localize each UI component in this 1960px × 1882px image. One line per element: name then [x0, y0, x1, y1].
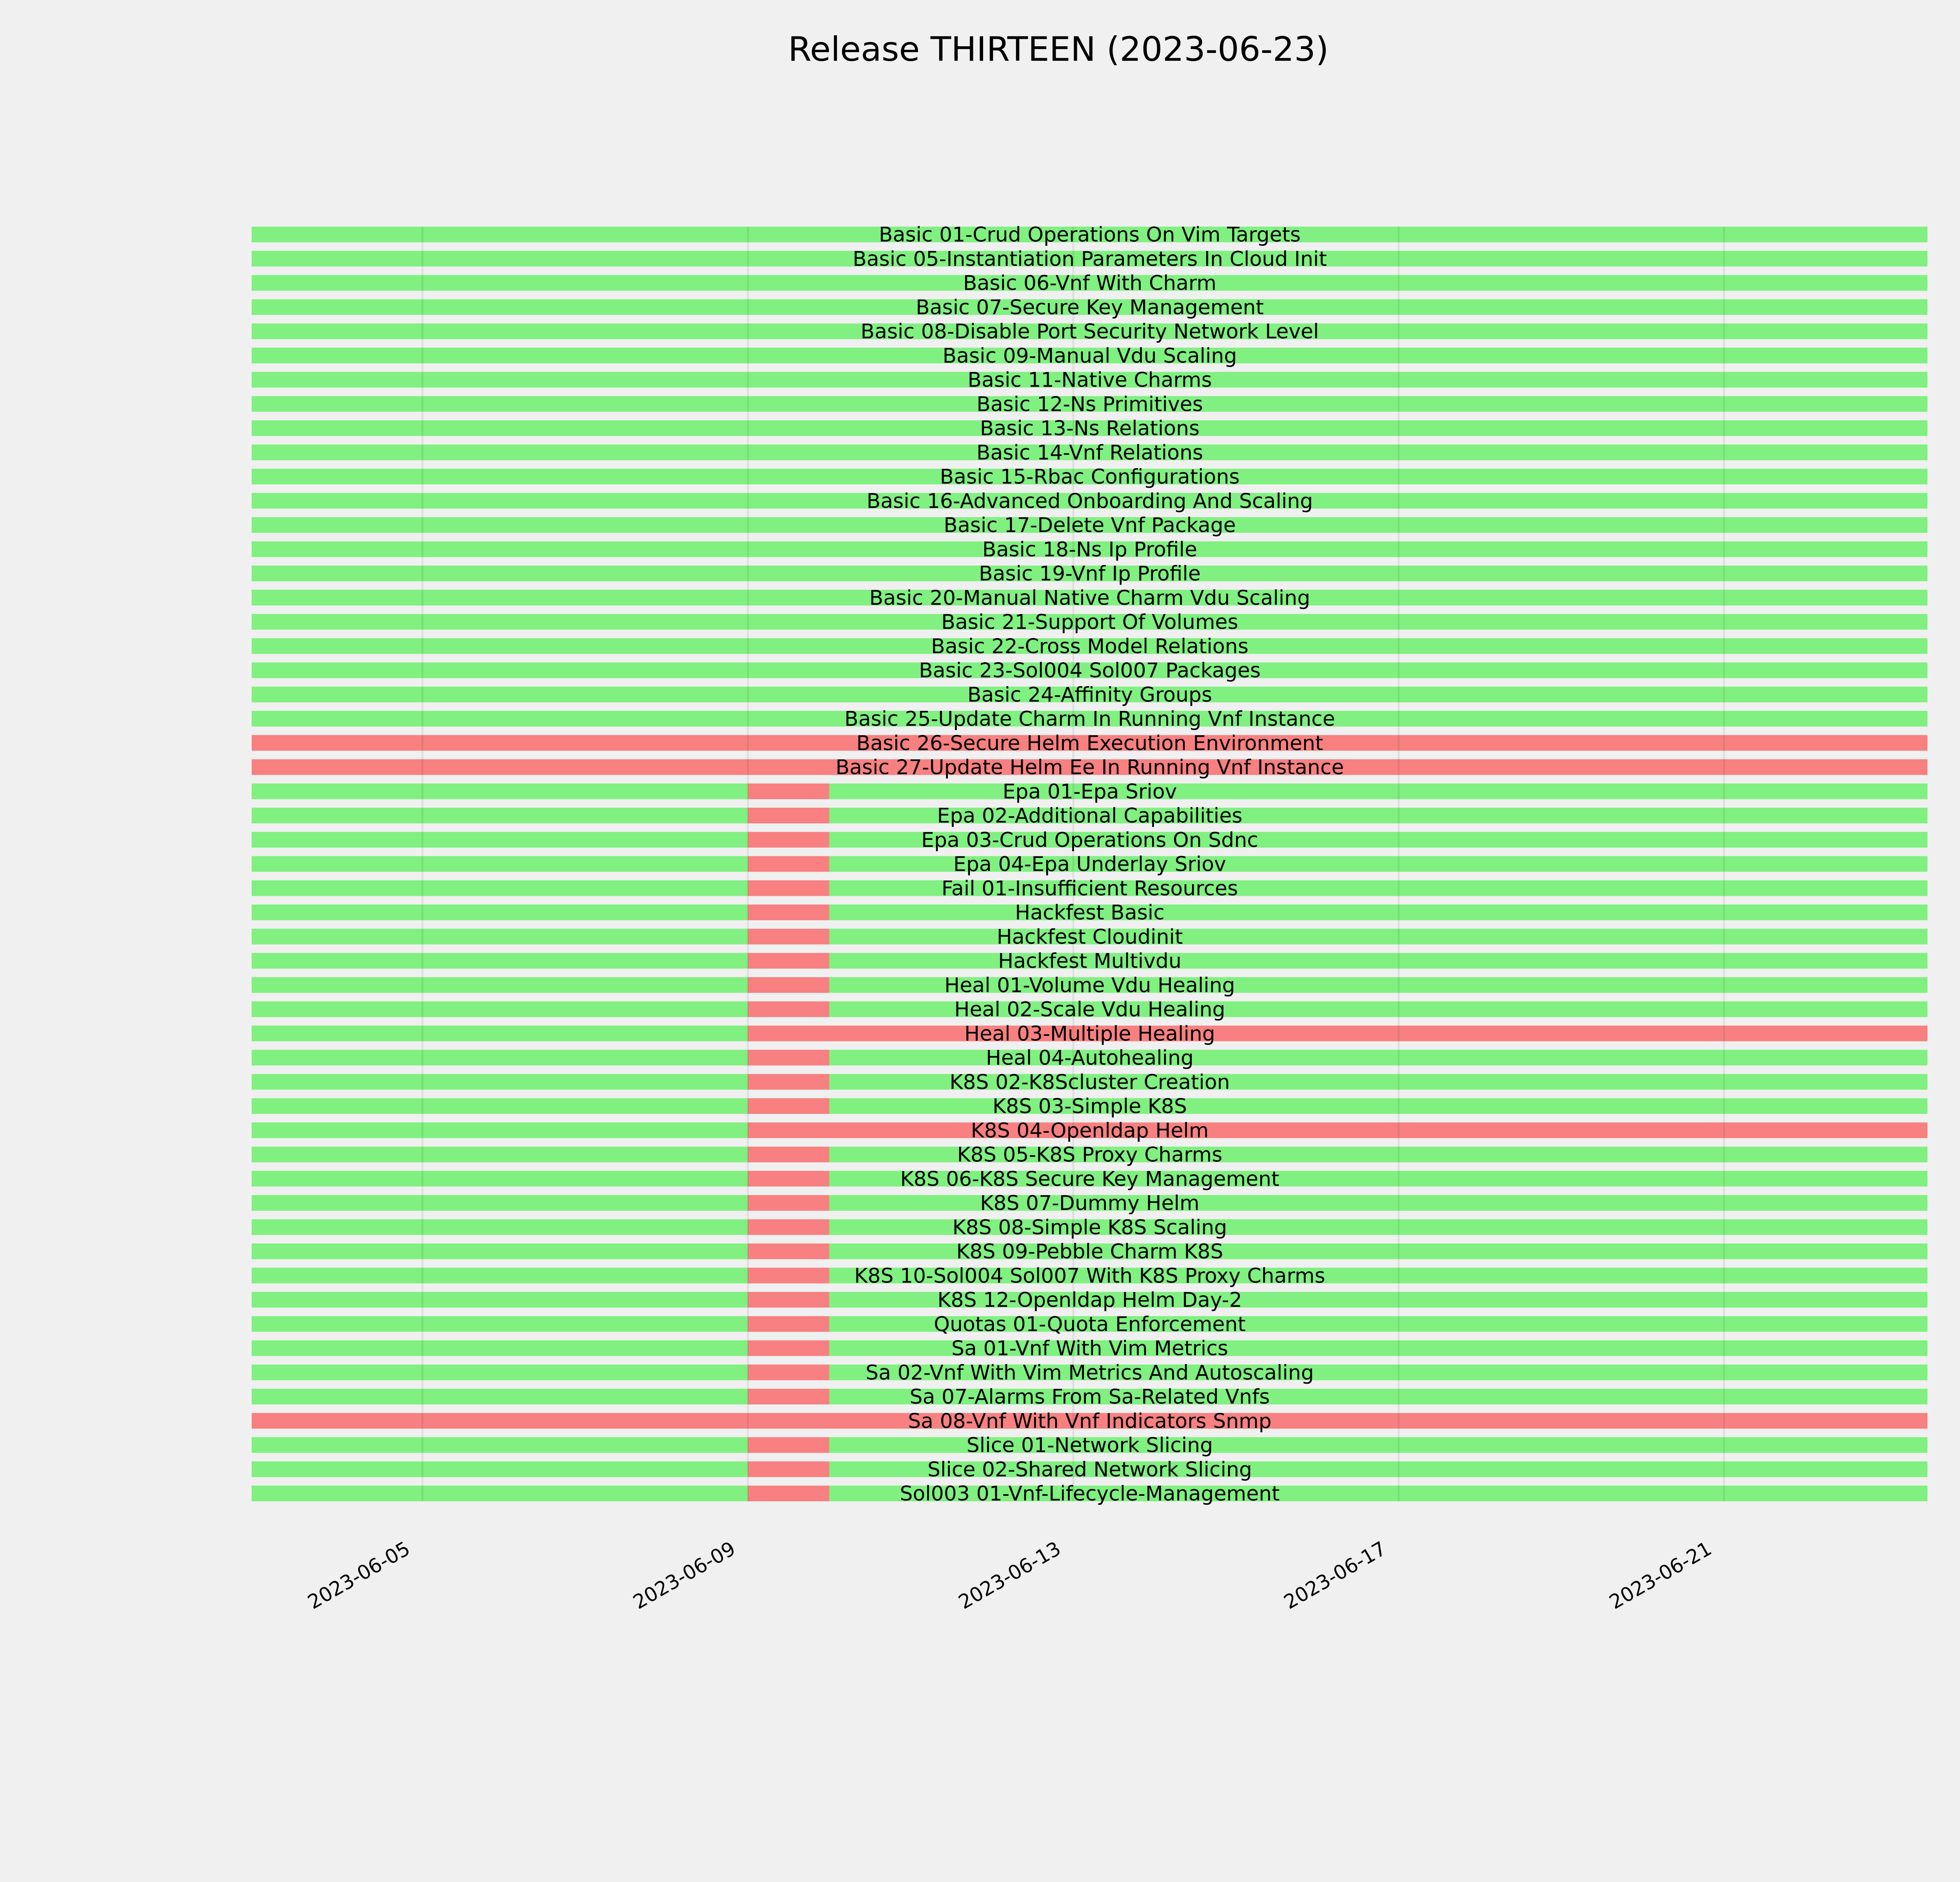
- status-bar-pass: [829, 929, 1927, 945]
- status-bar-pass: [252, 953, 748, 969]
- test-name-label: Epa 03-Crud Operations On Sdnc: [921, 828, 1258, 852]
- status-bar-fail: [748, 1074, 829, 1090]
- status-bar-pass: [252, 929, 748, 945]
- status-bar-fail: [748, 1147, 829, 1163]
- status-bar-pass: [252, 1437, 748, 1453]
- status-bar-pass: [252, 1074, 748, 1090]
- status-bar-fail: [748, 783, 829, 799]
- status-bar-fail: [748, 1316, 829, 1332]
- status-bar-pass: [252, 1316, 748, 1332]
- status-bar-pass: [252, 1219, 748, 1235]
- test-name-label: Epa 02-Additional Capabilities: [937, 804, 1243, 828]
- status-bar-pass: [252, 1292, 748, 1308]
- status-bar-pass: [252, 1364, 748, 1380]
- status-bar-fail: [748, 832, 829, 848]
- test-name-label: Basic 12-Ns Primitives: [976, 392, 1203, 416]
- status-bar-fail: [748, 1389, 829, 1404]
- status-bar-pass: [252, 808, 748, 823]
- status-bar-fail: [748, 905, 829, 920]
- test-name-label: Slice 01-Network Slicing: [966, 1433, 1213, 1457]
- test-name-label: Heal 04-Autohealing: [985, 1046, 1194, 1070]
- status-bar-pass: [829, 783, 1927, 799]
- chart-title: Release THIRTEEN (2023-06-23): [788, 30, 1329, 69]
- status-bar-pass: [252, 1486, 748, 1501]
- test-name-label: Basic 22-Cross Model Relations: [931, 634, 1249, 658]
- test-name-label: Basic 13-Ns Relations: [980, 417, 1200, 440]
- test-name-label: Basic 06-Vnf With Charm: [963, 271, 1217, 295]
- x-tick-label: 2023-06-05: [304, 1537, 414, 1614]
- status-bar-pass: [252, 977, 748, 993]
- status-bar-fail: [748, 1123, 1927, 1138]
- test-name-label: Sa 07-Alarms From Sa-Related Vnfs: [909, 1385, 1270, 1409]
- test-name-label: K8S 03-Simple K8S: [993, 1095, 1187, 1118]
- test-name-label: Sol003 01-Vnf-Lifecycle-Management: [900, 1482, 1280, 1506]
- status-bar-fail: [748, 880, 829, 896]
- status-bar-fail: [748, 1098, 829, 1114]
- test-name-label: K8S 04-Openldap Helm: [971, 1119, 1209, 1143]
- test-name-label: Epa 04-Epa Underlay Sriov: [953, 852, 1226, 876]
- test-name-label: Basic 25-Update Charm In Running Vnf Instance: [844, 707, 1335, 731]
- status-bar-pass: [252, 1389, 748, 1404]
- status-bar-fail: [748, 1244, 829, 1259]
- test-name-label: Heal 01-Volume Vdu Healing: [944, 974, 1235, 997]
- status-bar-fail: [748, 1026, 1927, 1041]
- status-bar-fail: [748, 1341, 829, 1356]
- status-bar-fail: [748, 977, 829, 993]
- test-name-label: Heal 02-Scale Vdu Healing: [954, 998, 1225, 1021]
- test-name-label: Basic 16-Advanced Onboarding And Scaling: [866, 489, 1313, 513]
- status-bar-fail: [748, 1268, 829, 1283]
- status-bar-pass: [252, 1244, 748, 1259]
- status-bar-fail: [748, 1001, 829, 1017]
- x-tick-label: 2023-06-13: [955, 1537, 1065, 1614]
- test-name-label: Basic 11-Native Charms: [967, 368, 1212, 392]
- test-name-label: Basic 24-Affinity Groups: [967, 683, 1212, 707]
- status-bar-fail: [748, 1461, 829, 1477]
- test-name-label: K8S 07-Dummy Helm: [980, 1192, 1200, 1215]
- test-name-label: Sa 01-Vnf With Vim Metrics: [951, 1337, 1229, 1361]
- test-name-label: Basic 20-Manual Native Charm Vdu Scaling: [869, 586, 1310, 610]
- status-bar-pass: [252, 1123, 748, 1138]
- test-name-label: Epa 01-Epa Sriov: [1002, 780, 1177, 804]
- test-name-label: Basic 21-Support Of Volumes: [941, 610, 1238, 634]
- status-bar-pass: [252, 880, 748, 896]
- test-name-label: Heal 03-Multiple Healing: [964, 1022, 1215, 1046]
- test-name-label: Basic 17-Delete Vnf Package: [944, 514, 1236, 537]
- status-bar-pass: [252, 1098, 748, 1114]
- test-name-label: Hackfest Cloudinit: [996, 925, 1183, 949]
- test-name-label: K8S 05-K8S Proxy Charms: [957, 1143, 1223, 1167]
- x-tick-labels: [304, 1537, 1715, 1614]
- status-bar-fail: [748, 1195, 829, 1211]
- x-tick-label: 2023-06-17: [1280, 1537, 1390, 1614]
- test-name-label: K8S 06-K8S Secure Key Management: [900, 1167, 1279, 1191]
- status-bar-pass: [252, 1147, 748, 1163]
- test-name-label: Basic 27-Update Helm Ee In Running Vnf Instance: [835, 756, 1344, 779]
- test-name-label: Basic 08-Disable Port Security Network Level: [860, 320, 1319, 343]
- test-name-label: Basic 23-Sol004 Sol007 Packages: [919, 659, 1261, 683]
- test-name-label: Basic 26-Secure Helm Execution Environment: [856, 731, 1323, 755]
- status-bar-fail: [748, 953, 829, 969]
- x-tick-label: 2023-06-21: [1605, 1537, 1716, 1614]
- status-bar-pass: [829, 905, 1927, 920]
- status-bar-pass: [829, 953, 1927, 969]
- test-name-label: Basic 07-Secure Key Management: [916, 296, 1264, 320]
- status-bar-pass: [252, 1026, 748, 1041]
- status-bar-pass: [252, 1195, 748, 1211]
- test-name-label: Basic 01-Crud Operations On Vim Targets: [878, 223, 1301, 247]
- status-bar-fail: [748, 808, 829, 823]
- status-bar-fail: [748, 1171, 829, 1186]
- status-bar-pass: [252, 1171, 748, 1186]
- status-bar-pass: [252, 1461, 748, 1477]
- test-name-label: K8S 08-Simple K8S Scaling: [952, 1215, 1227, 1239]
- test-name-label: K8S 02-K8Scluster Creation: [949, 1070, 1230, 1094]
- status-bar-pass: [252, 856, 748, 872]
- test-name-label: Fail 01-Insufficient Resources: [941, 877, 1238, 901]
- test-name-label: Sa 08-Vnf With Vnf Indicators Snmp: [908, 1409, 1272, 1433]
- test-name-label: Basic 15-Rbac Configurations: [940, 465, 1240, 489]
- status-bar-pass: [252, 905, 748, 920]
- status-bar-fail: [748, 1486, 829, 1501]
- status-bar-pass: [252, 1268, 748, 1283]
- test-name-label: Basic 05-Instantiation Parameters In Cloud Init: [853, 247, 1327, 271]
- status-bar-fail: [748, 856, 829, 872]
- test-name-label: Basic 09-Manual Vdu Scaling: [942, 344, 1237, 368]
- status-bar-fail: [748, 929, 829, 945]
- test-name-label: Basic 18-Ns Ip Profile: [982, 538, 1198, 561]
- test-name-label: K8S 09-Pebble Charm K8S: [956, 1240, 1223, 1264]
- status-bar-fail: [748, 1050, 829, 1066]
- test-name-label: K8S 10-Sol004 Sol007 With K8S Proxy Charms: [854, 1264, 1325, 1288]
- status-bar-pass: [252, 1001, 748, 1017]
- status-bar-pass: [252, 1341, 748, 1356]
- test-name-label: Sa 02-Vnf With Vim Metrics And Autoscaling: [866, 1361, 1314, 1385]
- status-bar-pass: [252, 1050, 748, 1066]
- status-bar-fail: [748, 1219, 829, 1235]
- test-name-label: Slice 02-Shared Network Slicing: [927, 1458, 1252, 1482]
- status-bar-fail: [748, 1292, 829, 1308]
- test-name-label: Basic 19-Vnf Ip Profile: [978, 562, 1201, 586]
- x-tick-label: 2023-06-09: [629, 1537, 739, 1614]
- status-bar-fail: [748, 1364, 829, 1380]
- status-bar-pass: [252, 783, 748, 799]
- status-bar-pass: [252, 832, 748, 848]
- test-name-label: Quotas 01-Quota Enforcement: [934, 1312, 1246, 1336]
- test-name-label: Hackfest Basic: [1015, 901, 1165, 925]
- test-name-label: Hackfest Multivdu: [998, 949, 1181, 973]
- test-name-label: Basic 14-Vnf Relations: [976, 441, 1203, 465]
- test-name-label: K8S 12-Openldap Helm Day-2: [937, 1288, 1242, 1312]
- status-bar-fail: [748, 1437, 829, 1453]
